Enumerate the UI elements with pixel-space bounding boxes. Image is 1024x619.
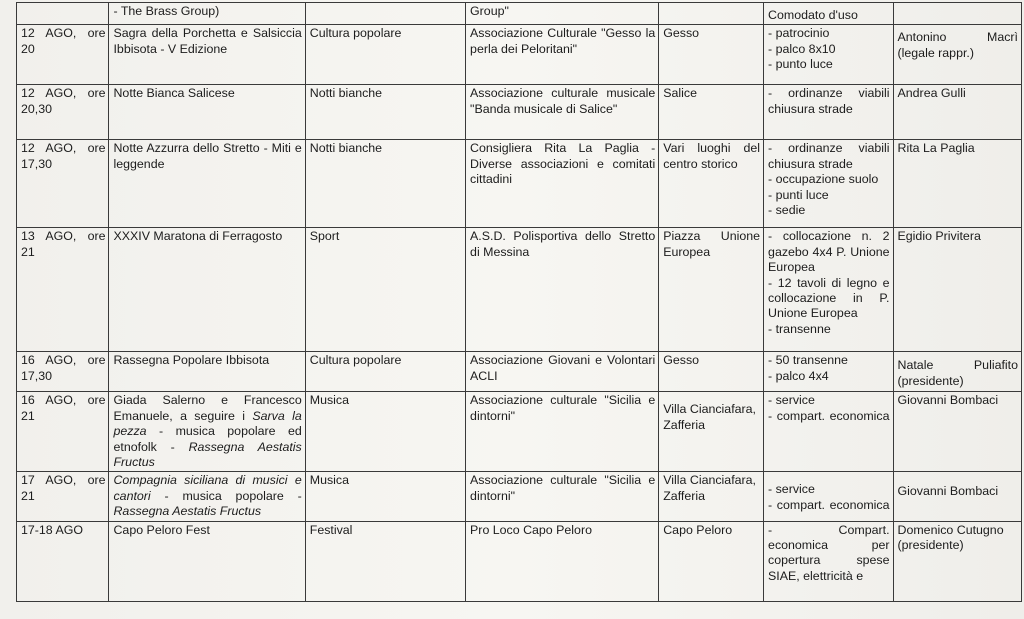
- loan-item: - punto luce: [768, 57, 833, 72]
- contact-cell: Andrea Gulli: [893, 85, 1021, 140]
- organizer-cell: Associazione culturale musicale "Banda musicale di Salice": [466, 85, 659, 140]
- category-cell: Festival: [305, 521, 465, 601]
- loan-cell: - ordinanze viabili chiusura strade: [764, 85, 893, 140]
- category-cell: Musica: [305, 472, 465, 521]
- event-series-name: Rassegna Aestatis Fructus: [113, 439, 302, 470]
- contact-cell: Giovanni Bombaci: [893, 392, 1021, 472]
- table-row: [17, 472, 1022, 521]
- loan-item: - palco 8x10: [768, 41, 836, 56]
- contact-cell: Giovanni Bombaci: [893, 472, 1021, 521]
- table-row: [17, 3, 1022, 25]
- loan-cell: [764, 392, 893, 472]
- category-cell: Musica: [305, 392, 465, 472]
- event-cell: Notte Bianca Salicese: [109, 85, 305, 140]
- place-cell: [659, 3, 764, 25]
- place-cell: Villa Cianciafara, Zafferia: [659, 392, 764, 472]
- loan-cell: [764, 352, 893, 392]
- organizer-cell: Consigliera Rita La Paglia - Diverse associazioni e comitati cittadini: [466, 140, 659, 228]
- date-cell: 17-18 AGO: [17, 521, 109, 601]
- place-cell: Gesso: [659, 352, 764, 392]
- event-cell: [109, 472, 305, 521]
- organizer-cell: Group": [466, 3, 659, 25]
- event-text: Giada Salerno e Francesco Emanuele, a seguire i: [113, 393, 302, 423]
- loan-item: - 12 tavoli di legno e collocazione in P. Unione Europea: [768, 275, 890, 321]
- loan-cell: [764, 472, 893, 521]
- event-cell: Capo Peloro Fest: [109, 521, 305, 601]
- date-cell: [17, 3, 109, 25]
- loan-item: - sedie: [768, 203, 806, 218]
- table-row: [17, 521, 1022, 601]
- organizer-cell: Associazione Giovani e Volontari ACLI: [466, 352, 659, 392]
- event-cell: Rassegna Popolare Ibbisota: [109, 352, 305, 392]
- place-cell: Vari luoghi del centro storico: [659, 140, 764, 228]
- loan-item: - palco 4x4: [768, 368, 829, 383]
- place-cell: Villa Cianciafara, Zafferia: [659, 472, 764, 521]
- loan-item: - occupazione suolo: [768, 172, 879, 187]
- event-cell: - The Brass Group): [109, 3, 305, 25]
- loan-cell: - Compart. economica per copertura spese SIAE, elettricità e: [764, 521, 893, 601]
- date-cell: 16 AGO, ore 21: [17, 392, 109, 472]
- event-cell: XXXIV Maratona di Ferragosto: [109, 228, 305, 352]
- table-row: [17, 140, 1022, 228]
- place-cell: Gesso: [659, 25, 764, 85]
- table-row: [17, 228, 1022, 352]
- event-group-name: Compagnia siciliana di musici e cantori: [113, 473, 302, 503]
- loan-cell: [764, 228, 893, 352]
- table-row: [17, 392, 1022, 472]
- loan-item: - transenne: [768, 321, 831, 336]
- loan-item: - compart. economica: [768, 408, 890, 423]
- event-cell: Notte Azzurra dello Stretto - Miti e leggende: [109, 140, 305, 228]
- event-series-name: Rassegna Aestatis Fructus: [113, 504, 262, 519]
- loan-cell: Comodato d'uso: [764, 3, 893, 25]
- event-text: - musica popolare ed etnofolk -: [113, 424, 302, 454]
- loan-item: - ordinanze viabili chiusura strade: [768, 141, 890, 171]
- event-text: - musica popolare -: [150, 488, 302, 503]
- organizer-cell: Associazione culturale "Sicilia e dintorni": [466, 472, 659, 521]
- contact-cell: [893, 3, 1021, 25]
- contact-cell: Natale Puliafito (presidente): [893, 352, 1021, 392]
- loan-item: - service: [768, 482, 815, 497]
- category-cell: [305, 3, 465, 25]
- contact-cell: Egidio Privitera: [893, 228, 1021, 352]
- date-cell: 17 AGO, ore 21: [17, 472, 109, 521]
- category-cell: Notti bianche: [305, 85, 465, 140]
- event-cell: Sagra della Porchetta e Salsiccia Ibbisota - V Edizione: [109, 25, 305, 85]
- event-cell: [109, 392, 305, 472]
- place-cell: Salice: [659, 85, 764, 140]
- place-cell: Piazza Unione Europea: [659, 228, 764, 352]
- contact-cell: Antonino Macrì (legale rappr.): [893, 25, 1021, 85]
- date-cell: 13 AGO, ore 21: [17, 228, 109, 352]
- loan-item: - compart. economica: [768, 497, 890, 512]
- category-cell: Sport: [305, 228, 465, 352]
- organizer-cell: A.S.D. Polisportiva dello Stretto di Messina: [466, 228, 659, 352]
- contact-cell: Domenico Cutugno (presidente): [893, 521, 1021, 601]
- category-cell: Cultura popolare: [305, 25, 465, 85]
- date-cell: 12 AGO, ore 17,30: [17, 140, 109, 228]
- event-group-name: Sarva la pezza: [113, 408, 302, 439]
- loan-item: - service: [768, 393, 815, 408]
- place-cell: Capo Peloro: [659, 521, 764, 601]
- table-row: [17, 352, 1022, 392]
- organizer-cell: Associazione Culturale "Gesso la perla dei Peloritani": [466, 25, 659, 85]
- date-cell: 12 AGO, ore 20,30: [17, 85, 109, 140]
- category-cell: Notti bianche: [305, 140, 465, 228]
- loan-cell: [764, 140, 893, 228]
- category-cell: Cultura popolare: [305, 352, 465, 392]
- table-row: [17, 85, 1022, 140]
- organizer-cell: Pro Loco Capo Peloro: [466, 521, 659, 601]
- loan-item: - patrocinio: [768, 26, 830, 41]
- organizer-cell: Associazione culturale "Sicilia e dintorni": [466, 392, 659, 472]
- loan-cell: [764, 25, 893, 85]
- date-cell: 12 AGO, ore 20: [17, 25, 109, 85]
- events-table: [16, 2, 1022, 602]
- loan-item: - 50 transenne: [768, 353, 848, 368]
- table-row: [17, 25, 1022, 85]
- loan-item: - collocazione n. 2 gazebo 4x4 P. Unione Europea: [768, 229, 890, 275]
- loan-item: - punti luce: [768, 187, 829, 202]
- contact-cell: Rita La Paglia: [893, 140, 1021, 228]
- date-cell: 16 AGO, ore 17,30: [17, 352, 109, 392]
